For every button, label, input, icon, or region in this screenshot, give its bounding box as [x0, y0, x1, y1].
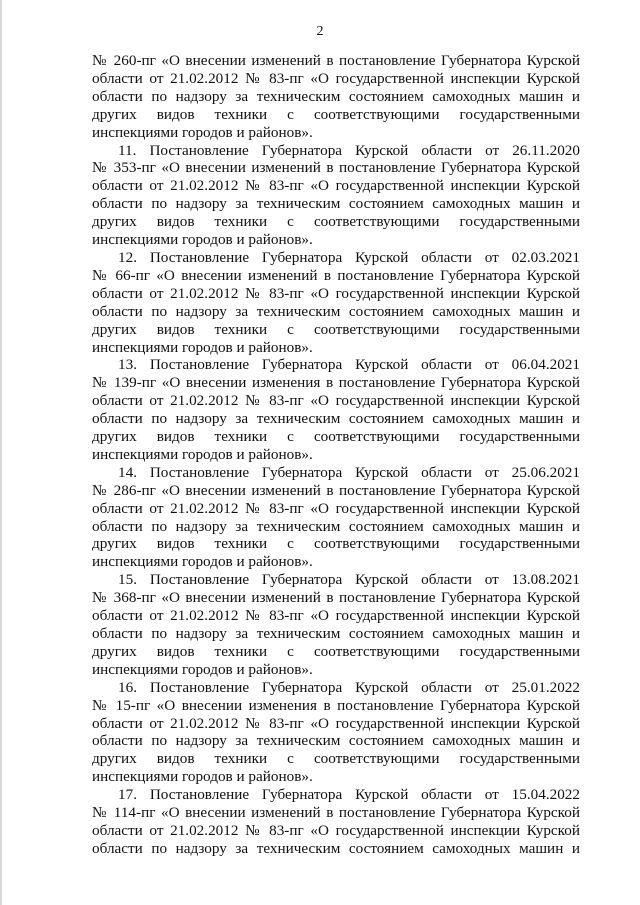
text-line: области по надзору за техническим состоянием самоходных машин и: [92, 87, 580, 105]
text-line: 11. Постановление Губернатора Курской области от 26.11.2020: [118, 141, 580, 159]
text-line: инспекциями городов и районов».: [92, 445, 313, 463]
text-line: других видов техники с соответствующими государственными: [92, 642, 580, 660]
text-line: области от 21.02.2012 № 83-пг «О государственной инспекции Курской: [92, 607, 580, 625]
text-line: № 139-пг «О внесении изменения в постановление Губернатора Курской: [92, 374, 580, 392]
text-line: 13. Постановление Губернатора Курской области от 06.04.2021: [118, 356, 580, 374]
page-number: 2: [316, 24, 324, 39]
text-line: других видов техники с соответствующими государственными: [92, 320, 580, 338]
text-line: № 286-пг «О внесении изменений в постановление Губернатора Курской: [92, 481, 580, 499]
text-line: области по надзору за техническим состоянием самоходных машин и: [92, 839, 580, 857]
text-line: области от 21.02.2012 № 83-пг «О государственной инспекции Курской: [92, 284, 580, 302]
scan-edge: [0, 0, 2, 905]
text-line: других видов техники с соответствующими государственными: [92, 750, 580, 768]
paragraph: [92, 464, 580, 571]
text-line: № 353-пг «О внесении изменений в постановление Губернатора Курской: [92, 159, 580, 177]
text-line: других видов техники с соответствующими государственными: [92, 213, 580, 231]
text-line: области по надзору за техническим состоянием самоходных машин и: [92, 732, 580, 750]
document-body: [92, 52, 580, 858]
text-line: 12. Постановление Губернатора Курской области от 02.03.2021: [118, 248, 580, 266]
text-line: области от 21.02.2012 № 83-пг «О государственной инспекции Курской: [92, 177, 580, 195]
text-line: 14. Постановление Губернатора Курской области от 25.06.2021: [118, 463, 580, 481]
text-line: инспекциями городов и районов».: [92, 123, 313, 141]
text-line: 15. Постановление Губернатора Курской области от 13.08.2021: [118, 571, 580, 589]
text-line: № 114-пг «О внесении изменений в постановление Губернатора Курской: [92, 804, 580, 822]
text-line: области по надзору за техническим состоянием самоходных машин и: [92, 410, 580, 428]
text-line: № 368-пг «О внесении изменений в постановление Губернатора Курской: [92, 589, 580, 607]
text-line: 17. Постановление Губернатора Курской области от 15.04.2022: [118, 786, 580, 804]
paragraph: [92, 249, 580, 356]
text-line: области от 21.02.2012 № 83-пг «О государственной инспекции Курской: [92, 392, 580, 410]
text-line: других видов техники с соответствующими государственными: [92, 535, 580, 553]
text-line: других видов техники с соответствующими государственными: [92, 105, 580, 123]
text-line: других видов техники с соответствующими государственными: [92, 428, 580, 446]
text-line: инспекциями городов и районов».: [92, 231, 313, 249]
text-line: области от 21.02.2012 № 83-пг «О государственной инспекции Курской: [92, 69, 580, 87]
text-line: № 260-пг «О внесении изменений в постановление Губернатора Курской: [92, 52, 580, 69]
text-line: 16. Постановление Губернатора Курской области от 25.01.2022: [118, 678, 580, 696]
text-line: № 66-пг «О внесении изменений в постановление Губернатора Курской: [92, 266, 580, 284]
text-line: области от 21.02.2012 № 83-пг «О государственной инспекции Курской: [92, 499, 580, 517]
text-line: области от 21.02.2012 № 83-пг «О государственной инспекции Курской: [92, 821, 580, 839]
text-line: области по надзору за техническим состоянием самоходных машин и: [92, 195, 580, 213]
paragraph: [92, 679, 580, 786]
text-line: № 15-пг «О внесении изменения в постановление Губернатора Курской: [92, 696, 580, 714]
text-line: области по надзору за техническим состоянием самоходных машин и: [92, 302, 580, 320]
paragraph: [92, 571, 580, 678]
text-line: инспекциями городов и районов».: [92, 660, 313, 678]
paragraph: [92, 52, 580, 142]
text-line: области по надзору за техническим состоянием самоходных машин и: [92, 517, 580, 535]
text-line: инспекциями городов и районов».: [92, 338, 313, 356]
text-line: области по надзору за техническим состоянием самоходных машин и: [92, 625, 580, 642]
paragraph: [92, 142, 580, 249]
text-line: области от 21.02.2012 № 83-пг «О государственной инспекции Курской: [92, 714, 580, 732]
text-line: инспекциями городов и районов».: [92, 553, 313, 571]
paragraph: [92, 786, 580, 858]
text-line: инспекциями городов и районов».: [92, 768, 313, 786]
paragraph: [92, 356, 580, 463]
